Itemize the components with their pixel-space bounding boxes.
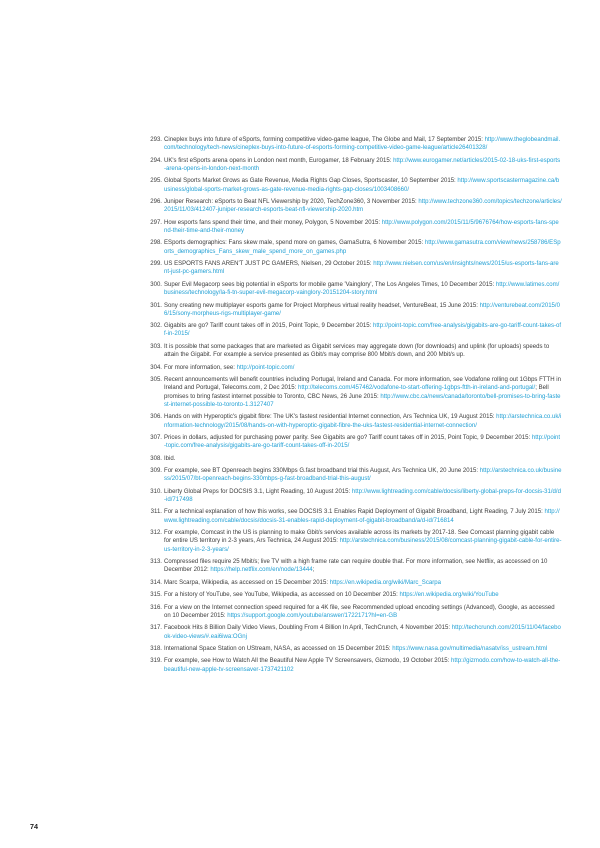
- endnote-text: For example, Comcast in the US is planning to make Gbit/s services available across its markets by 2017-18. See Comcast planning gigabit cable for entire US territory in 2-3 years, Ars Technica, 24 August 2015:: [164, 530, 555, 545]
- endnote-text: For more information, see:: [164, 364, 237, 371]
- endnote-item: [150, 343, 562, 360]
- endnote-number: 302.: [150, 323, 162, 330]
- endnote-link[interactable]: http://www.techzone360.com/topics/techzone/articles/2015/11/03/412407-juniper-research-esports-beat-nfl-viewership-2020.htm: [164, 199, 562, 214]
- endnote-link[interactable]: http://www.gamasutra.com/view/news/258786/ESports_demographics_Fans_skew_male_spend_more_on_games.php: [164, 240, 561, 255]
- page-number: 74: [30, 822, 38, 831]
- endnote-item: [150, 219, 562, 236]
- endnote-number: 300.: [150, 281, 162, 288]
- endnote-text: ; Bell promises to bring fastest internet possible to Toronto, CBC News, 26 June 2015:: [164, 385, 549, 400]
- endnote-number: 303.: [150, 343, 162, 350]
- endnote-link[interactable]: http://point-topic.com/free-analysis/gigabits-are-go-tariff-count-takes-off-in-2015/: [164, 323, 562, 338]
- endnote-item: [150, 157, 562, 174]
- endnote-text: Hands on with Hyperoptic's gigabit fibre: The UK's fastest residential Internet connection, Ars Technica UK, 19 August 2015:: [164, 414, 497, 421]
- endnote-item: [150, 434, 562, 451]
- endnote-link[interactable]: http://www.latimes.com/business/technology/la-fi-tn-super-evil-megacorp-vainglory-20151204-story.html: [164, 281, 560, 297]
- endnote-text: UK's first eSports arena opens in London next month, Eurogamer, 18 February 2015:: [164, 157, 394, 164]
- endnote-text: Juniper Research: eSports to Beat NFL Viewership by 2020, TechZone360, 3 November 2015:: [164, 199, 419, 206]
- endnote-item: [150, 281, 562, 298]
- endnote-link[interactable]: https://help.netflix.com/en/node/13444: [210, 567, 313, 574]
- endnote-text: Compressed files require 25 Mbit/s; live TV with a high frame rate can require double that. For more information, see Netflix, as accessed on 10 December 2012:: [164, 559, 548, 574]
- endnote-link[interactable]: http://www.cbc.ca/news/canada/toronto/bell-promises-to-bring-fastest-internet-possible-to-toronto-1.3127407: [164, 393, 561, 408]
- endnote-link[interactable]: http://www.nielsen.com/us/en/insights/news/2015/us-esports-fans-arent-just-pc-gamers.html: [164, 261, 559, 276]
- endnote-number: 313.: [150, 559, 162, 566]
- endnote-text: International Space Station on UStream, NASA, as accessed on 15 December 2015:: [164, 645, 393, 652]
- endnote-item: [150, 645, 562, 653]
- endnote-item: [150, 376, 562, 409]
- endnote-item: [150, 302, 562, 319]
- endnote-text: For a view on the Internet connection speed required for a 4K file, see Recommended upload encoding settings (Advanced), Google, as accessed on 10 December 2015:: [164, 604, 555, 619]
- endnote-item: [150, 558, 562, 575]
- endnote-number: 310.: [150, 488, 162, 495]
- endnote-link[interactable]: http://www.theglobeandmail.com/technology/tech-news/cineplex-buys-into-future-of-esports-forming-competitive-video-game-league/article26401328/: [164, 137, 561, 152]
- endnote-link[interactable]: https://en.wikipedia.org/wiki/YouTube: [399, 592, 499, 599]
- endnote-text: Cineplex buys into future of eSports, forming competitive video-game league, The Globe and Mail, 17 September 2015:: [164, 137, 485, 143]
- endnote-number: 306.: [150, 414, 162, 421]
- endnote-item: [150, 455, 562, 463]
- endnote-number: 311.: [150, 509, 162, 516]
- endnote-item: [150, 239, 562, 256]
- endnote-link[interactable]: http://www.eurogamer.net/articles/2015-02-18-uks-first-esports-arena-opens-in-london-next-month: [164, 157, 561, 172]
- endnote-item: [150, 604, 562, 621]
- endnote-item: [150, 413, 562, 430]
- endnote-number: 319.: [150, 658, 162, 665]
- endnote-text: It is possible that some packages that are marketed as Gigabit services may aggregate down (for downloads) and uplink (for uploads) speeds to attain the Gigabit. For example a service presented as Gbit/s may comprise 800 Mbit/s down, and 200 Mbit/s up.: [164, 343, 550, 359]
- endnote-number: 293.: [150, 137, 162, 143]
- endnote-text: Prices in dollars, adjusted for purchasing power parity. See Gigabits are go? Tariff count takes off in 2015, Point Topic, 9 December 2015:: [164, 434, 532, 441]
- endnote-item: [150, 591, 562, 599]
- endnote-number: 304.: [150, 364, 162, 371]
- endnote-number: 309.: [150, 468, 162, 474]
- endnote-text: Sony creating new multiplayer esports game for Project Morpheus virtual reality headset, VentureBeat, 15 June 2015:: [164, 302, 480, 309]
- endnote-text: Global Sports Market Grows as Gate Revenue, Media Rights Gap Closes, Sportscaster, 10 September 2015:: [164, 178, 458, 185]
- endnote-item: [150, 488, 562, 505]
- endnote-link[interactable]: http://www.sportscastermagazine.ca/business/global-sports-market-grows-as-gate-revenue-media-rights-gap-closes/1003408660/: [164, 178, 560, 193]
- endnote-text: Facebook Hits 8 Billion Daily Video Views, Doubling From 4 Billion In April, TechCrunch, 4 November 2015:: [164, 625, 452, 632]
- endnote-number: 294.: [150, 157, 162, 164]
- endnote-link[interactable]: https://www.nasa.gov/multimedia/nasatv/iss_ustream.html: [392, 645, 548, 652]
- endnote-item: [150, 198, 562, 215]
- endnote-text: US ESPORTS FANS AREN'T JUST PC GAMERS, Nielsen, 29 October 2015:: [164, 261, 374, 268]
- endnote-text: Gigabits are go? Tariff count takes off in 2015, Point Topic, 9 December 2015:: [164, 323, 373, 330]
- endnote-number: 297.: [150, 219, 162, 226]
- endnote-text: Marc Scarpa, Wikipedia, as accessed on 15 December 2015:: [164, 579, 330, 586]
- endnote-number: 301.: [150, 302, 162, 309]
- endnote-item: [150, 322, 562, 339]
- endnote-number: 318.: [150, 645, 162, 652]
- endnote-text: ESports demographics: Fans skew male, spend more on games, GamaSutra, 6 November 2015:: [164, 240, 425, 247]
- endnote-number: 317.: [150, 625, 162, 632]
- endnote-link[interactable]: https://support.google.com/youtube/answer/1722171?hl=en-GB: [227, 612, 398, 619]
- endnote-link[interactable]: http://www.lightreading.com/cable/docsis/docsis-31-enables-rapid-deployment-of-gigabit-broadband/a/d-id/716814: [164, 509, 560, 524]
- endnote-number: 295.: [150, 178, 162, 185]
- endnote-number: 307.: [150, 434, 162, 441]
- endnote-number: 315.: [150, 592, 162, 599]
- endnote-item: [150, 529, 562, 554]
- endnote-item: [150, 579, 562, 587]
- endnote-number: 305.: [150, 376, 162, 383]
- endnote-link[interactable]: https://en.wikipedia.org/wiki/Marc_Scarpa: [329, 579, 441, 586]
- endnote-number: 312.: [150, 530, 162, 537]
- endnote-item: [150, 177, 562, 194]
- endnote-item: [150, 624, 562, 641]
- endnote-link[interactable]: http://www.polygon.com/2015/11/5/9676764/how-esports-fans-spend-their-time-and-their-money: [164, 219, 559, 235]
- endnote-text: For a technical explanation of how this works, see DOCSIS 3.1 Enables Rapid Deployment of Gigabit Broadband, Light Reading, 7 July 2015:: [164, 509, 545, 516]
- endnote-number: 314.: [150, 579, 162, 586]
- endnote-link[interactable]: http://telecoms.com/457462/vodafone-to-start-offering-1gbps-ftth-in-ireland-and-portugal/: [298, 385, 536, 392]
- endnote-link[interactable]: http://venturebeat.com/2015/06/15/sony-morpheus-rigs-multiplayer-game/: [164, 302, 560, 317]
- endnote-item: [150, 467, 562, 484]
- endnote-text: For example, see BT Openreach begins 330Mbps G.fast broadband trial this August, Ars Technica UK, 20 June 2015:: [164, 468, 480, 474]
- endnote-link[interactable]: http://arstechnica.co.uk/information-technology/2015/08/hands-on-with-hyperoptic-gigabit-fibre-the-uks-fastest-residential-internet-connection/: [164, 414, 562, 429]
- endnote-item: [150, 508, 562, 525]
- endnote-number: 308.: [150, 455, 162, 462]
- endnote-link[interactable]: http://point-topic.com/free-analysis/gigabits-are-go-tariff-count-takes-off-in-2015/: [164, 434, 561, 450]
- endnote-item: [150, 364, 562, 372]
- endnote-number: 298.: [150, 240, 162, 247]
- endnote-item: [150, 260, 562, 277]
- endnote-link[interactable]: http://www.lightreading.com/cable/docsis/liberty-global-preps-for-docsis-31/d/d-id/717498: [164, 488, 561, 503]
- endnote-text: ;: [312, 567, 315, 574]
- endnote-number: 296.: [150, 199, 162, 206]
- endnote-link[interactable]: http://point-topic.com/: [236, 364, 295, 371]
- endnote-text: For a history of YouTube, see YouTube, Wikipedia, as accessed on 10 December 2015:: [164, 592, 400, 599]
- endnote-link[interactable]: http://techcrunch.com/2015/11/04/facebook-video-views/#.eai6iwa:OGnj: [164, 625, 561, 640]
- endnote-link[interactable]: http://arstechnica.com/business/2015/08/comcast-planning-gigabit-cable-for-entire-us-territory-in-2-3-years/: [164, 538, 562, 553]
- endnote-text: Liberty Global Preps for DOCSIS 3.1, Light Reading, 10 August 2015:: [164, 488, 352, 495]
- endnote-item: [150, 136, 562, 153]
- endnote-number: 316.: [150, 604, 162, 611]
- endnote-link[interactable]: http://gizmodo.com/how-to-watch-all-the-beautiful-new-apple-tv-screensaver-1737421102: [164, 658, 561, 673]
- endnote-text: For example, see How to Watch All the Beautiful New Apple TV Screensavers, Gizmodo, 19 October 2015:: [164, 658, 452, 665]
- endnote-number: 299.: [150, 261, 162, 268]
- endnote-item: [150, 657, 562, 674]
- endnote-text: Super Evil Megacorp sees big potential in eSports for mobile game 'Vainglory', The Los Angeles Times, 10 December 2015:: [164, 281, 496, 288]
- endnotes-list: [150, 136, 562, 678]
- endnote-text: Ibid.: [164, 455, 176, 462]
- endnote-link[interactable]: http://arstechnica.co.uk/business/2015/07/bt-openreach-begins-330mbps-g-fast-broadband-trial-this-august/: [164, 468, 562, 483]
- endnote-text: Recent announcements will benefit countries including Portugal, Ireland and Canada. For more information, see Vodafone rolling out 1Gbps FTTH in Ireland and Portugal, Telecoms.com, 2 Dec 2015:: [164, 376, 561, 392]
- endnote-text: How esports fans spend their time, and their money, Polygon, 5 November 2015:: [164, 219, 382, 226]
